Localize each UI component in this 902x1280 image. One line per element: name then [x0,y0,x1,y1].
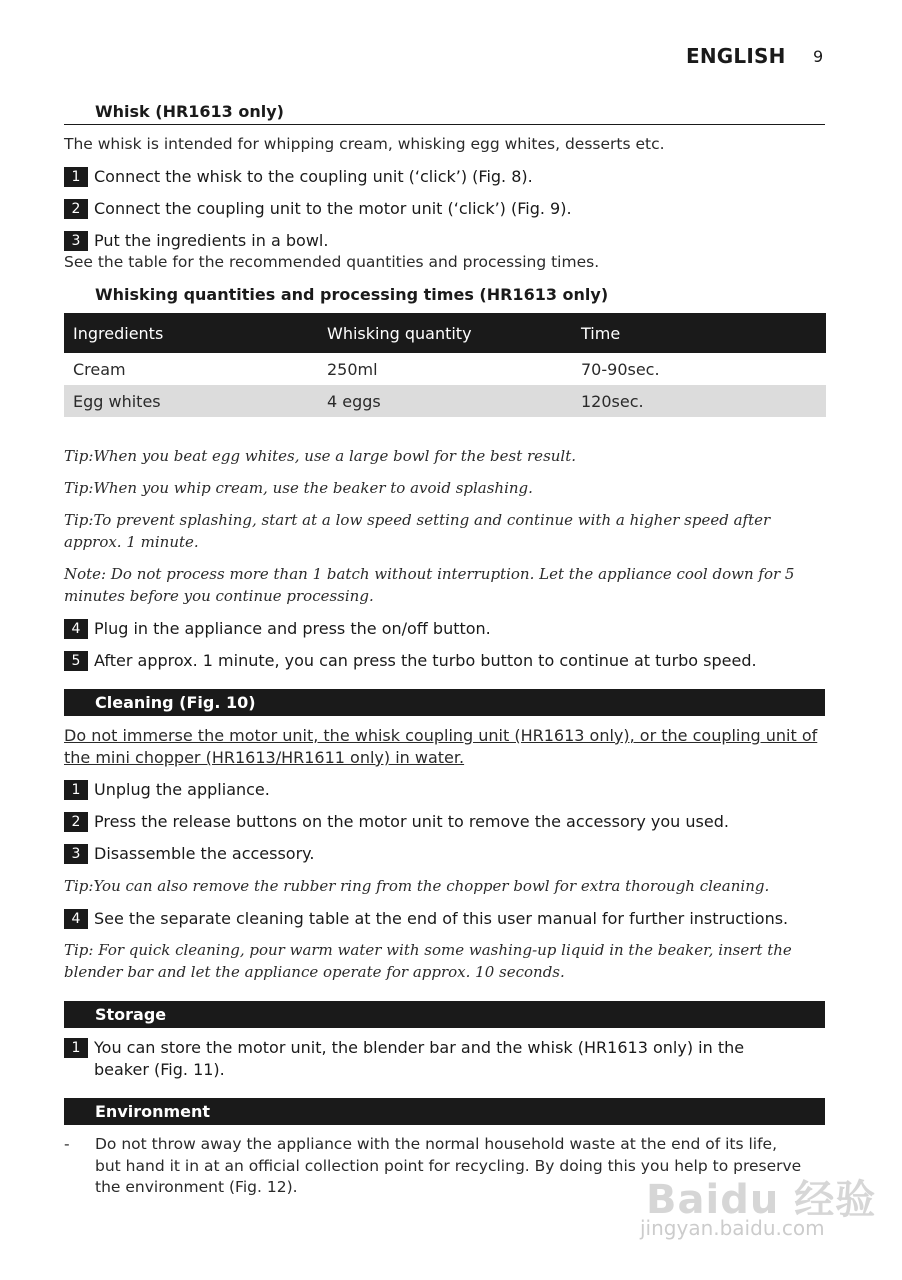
step-text: Plug in the appliance and press the on/off button. [94,619,491,638]
step-item [64,908,788,930]
step-item [64,1037,764,1080]
step-text: Disassemble the accessory. [94,844,315,863]
tip-text: Tip:To prevent splashing, start at a low speed setting and continue with a higher speed after approx. 1 minute. [64,511,771,551]
step-text: Connect the whisk to the coupling unit (‘click’) (Fig. 8). [94,167,533,186]
whisking-table [64,313,826,417]
table-cell: Egg whites [64,385,318,417]
step-item [64,230,328,252]
watermark-url: jingyan.baidu.com [640,1216,825,1240]
step-text: Press the release buttons on the motor unit to remove the accessory you used. [94,812,729,831]
tip-text: Tip:You can also remove the rubber ring from the chopper bowl for extra thorough cleaning. [64,877,770,895]
step-number: 3 [64,844,88,864]
step-number: 3 [64,231,88,251]
environment-text: Do not throw away the appliance with the normal household waste at the end of its life, but hand it in at an official collection point for recycling. By doing this you help to preserve the environment (Fig. 12). [95,1135,802,1196]
section-band-environment [64,1098,825,1125]
step-item [64,618,491,640]
note-text: Note: Do not process more than 1 batch without interruption. Let the appliance cool down for 5 minutes before you continue processing. [64,565,795,605]
step-text: Put the ingredients in a bowl. [94,231,329,250]
section-heading-cleaning: Cleaning (Fig. 10) [95,693,256,712]
table-header-cell: Whisking quantity [318,313,572,353]
step-item [64,843,314,865]
tip-text: Tip:When you beat egg whites, use a large bowl for the best result. [64,447,577,465]
bullet-mark: - [64,1135,70,1153]
section-band-cleaning [64,689,825,716]
step-number: 4 [64,619,88,639]
tip-text: Tip: For quick cleaning, pour warm water with some washing-up liquid in the beaker, insert the blender bar and let the appliance operate for approx. 10 seconds. [64,941,792,981]
step-number: 5 [64,651,88,671]
step-text: You can store the motor unit, the blender bar and the whisk (HR1613 only) in the beaker (Fig. 11). [94,1038,745,1079]
section-heading-environment: Environment [95,1102,211,1121]
table-cell: 250ml [327,359,378,379]
step-text: Connect the coupling unit to the motor unit (‘click’) (Fig. 9). [94,199,572,218]
step-number: 1 [64,167,88,187]
step-number: 2 [64,812,88,832]
step-item [64,650,757,672]
section-band-storage [64,1001,825,1028]
section-heading-whisk: Whisk (HR1613 only) [95,102,284,121]
tip-text: Tip:When you whip cream, use the beaker to avoid splashing. [64,479,533,497]
table-header-row [64,313,826,353]
table-cell: 4 eggs [318,385,572,417]
cleaning-warning [64,725,824,769]
language-label: ENGLISH [686,44,786,68]
step-item [64,811,729,833]
step-item [64,779,270,801]
section-heading-storage: Storage [95,1005,167,1024]
page-number: 9 [813,47,824,66]
warning-text: Do not immerse the motor unit, the whisk coupling unit (HR1613 only), or the coupling unit of the mini chopper (HR1613/HR1611 only) in water. [64,726,818,767]
step-number: 2 [64,199,88,219]
table-row [64,353,826,385]
table-cell: 70-90sec. [581,359,660,379]
watermark-logo: Baidu 经验 [646,1177,877,1223]
table-title: Whisking quantities and processing times (HR1613 only) [95,285,609,304]
step-item [64,198,572,220]
step-text: See the separate cleaning table at the end of this user manual for further instructions. [94,909,789,928]
table-row [64,385,826,417]
step-item [64,166,533,188]
step-number: 4 [64,909,88,929]
table-cell: 120sec. [572,385,826,417]
step-text: After approx. 1 minute, you can press the turbo button to continue at turbo speed. [94,651,757,670]
whisk-intro: The whisk is intended for whipping cream, whisking egg whites, desserts etc. [64,135,665,153]
step-number: 1 [64,780,88,800]
table-header-cell: Ingredients [64,313,318,353]
step-text: Unplug the appliance. [94,780,270,799]
table-header-cell: Time [572,313,826,353]
heading-rule [64,124,825,125]
table-cell: Cream [73,359,126,379]
step-number: 1 [64,1038,88,1058]
step-note: See the table for the recommended quantities and processing times. [64,253,600,271]
